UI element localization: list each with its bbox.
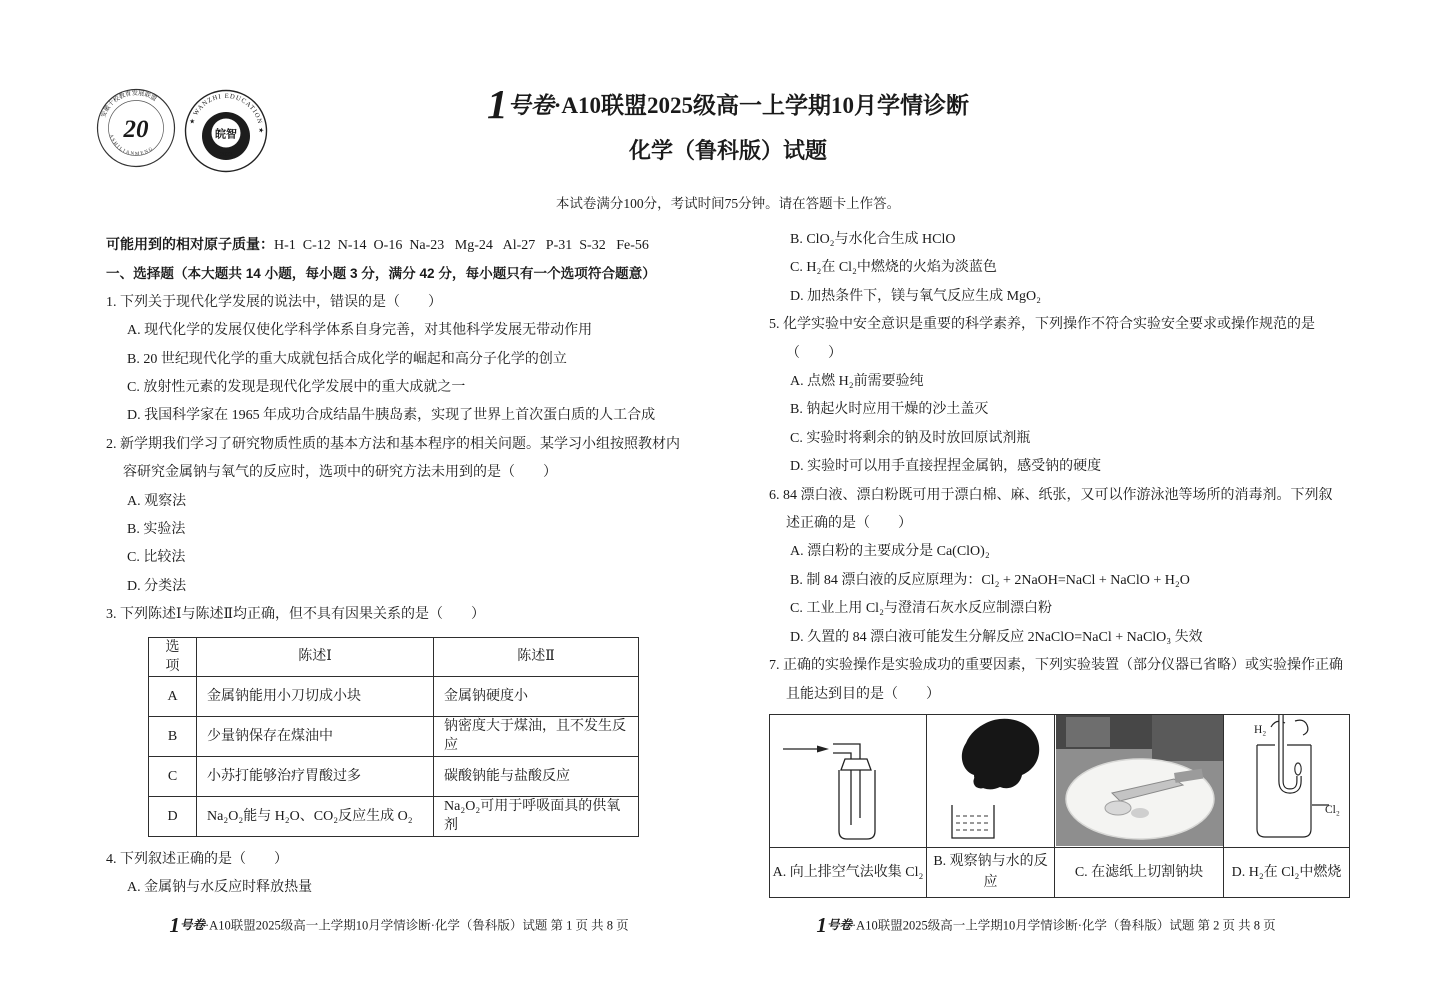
question-5-option-d: D. 实验时可以用手直接捏捏金属钠，感受钠的硬度 xyxy=(790,459,1102,475)
question-4-option-d: D. 加热条件下，镁与氧气反应生成 MgO₂ xyxy=(790,288,1042,304)
brand-one-glyph: 1 xyxy=(487,81,507,127)
footer1-brand-rest: 号卷 xyxy=(179,918,205,933)
apparatus-cell-b xyxy=(927,714,1055,847)
row-c-statement2: 碳酸钠能与盐酸反应 xyxy=(434,756,639,796)
footer2-text: ·A10联盟2025级高一上学期10月学情诊断·化学（鲁科版）试题 xyxy=(852,918,1195,933)
apparatus-caption-row xyxy=(770,847,1350,897)
seal2-center-text: 皖智 xyxy=(215,128,237,141)
question-7 xyxy=(769,652,1352,898)
col-header-statement1: 陈述Ⅰ xyxy=(197,637,434,676)
apparatus-caption-a: A. 向上排空气法收集 Cl₂ xyxy=(770,847,927,897)
page2-column xyxy=(769,226,1352,898)
row-b-statement1: 少量钠保存在煤油中 xyxy=(197,716,434,756)
chlorine-gas-label: Cl₂ xyxy=(1325,803,1340,816)
sodium-cutting-photo xyxy=(1056,715,1223,846)
question-1-stem: 1. 下列关于现代化学发展的说法中，错误的是（ ） xyxy=(106,294,442,310)
question-6-option-c: C. 工业上用 Cl₂与澄清石灰水反应制漂白粉 xyxy=(790,601,1052,617)
seal2-year-text: 2023 xyxy=(220,152,232,158)
hydrogen-gas-label: H₂ xyxy=(1254,723,1267,736)
question-1-option-a: A. 现代化学的发展仅使化学科学体系自身完善，对其他科学发展无带动作用 xyxy=(127,323,593,339)
statements-table-header-row xyxy=(149,637,639,676)
footer1-text: ·A10联盟2025级高一上学期10月学情诊断·化学（鲁科版）试题 xyxy=(205,918,548,933)
atomic-mass-values: H-1 C-12 N-14 O-16 Na-23 Mg-24 Al-27 P-31 S-32 Fe-56 xyxy=(274,238,649,253)
question-2-stem-line1: 2. 新学期我们学习了研究物质性质的基本方法和基本程序的相关问题。某学习小组按照教材内 xyxy=(106,436,680,452)
question-2-stem-line2: 容研究金属钠与氧气的反应时，选项中的研究方法未用到的是（ ） xyxy=(123,465,557,481)
brand-logo xyxy=(487,81,554,127)
question-6-option-d: D. 久置的 84 漂白液可能发生分解反应 2NaClO=NaCl + NaClO₃ 失效 xyxy=(790,629,1203,645)
question-2-option-d: D. 分类法 xyxy=(127,578,187,594)
statements-table-row-d xyxy=(149,796,639,836)
row-c-option: C xyxy=(149,756,197,796)
footer2-brand-rest: 号卷 xyxy=(826,918,852,933)
brand-rest: 号卷 xyxy=(507,93,554,119)
question-3-stem: 3. 下列陈述Ⅰ与陈述Ⅱ均正确，但不具有因果关系的是（ ） xyxy=(106,607,486,623)
question-2-option-a: A. 观察法 xyxy=(127,493,187,509)
question-5 xyxy=(769,311,1352,481)
sodium-water-observation-diagram xyxy=(928,715,1054,846)
footer1-brand-one: 1 xyxy=(169,913,179,937)
apparatus-cell-c xyxy=(1055,714,1224,847)
question-5-stem-line2: （ ） xyxy=(786,345,842,361)
atomic-mass-line xyxy=(106,230,692,260)
footer2-brand-one: 1 xyxy=(816,913,826,937)
seal1-bottom-text: ASHILIANMENG xyxy=(107,133,156,158)
apparatus-caption-d: D. H₂在 Cl₂中燃烧 xyxy=(1224,847,1350,897)
apparatus-cell-d xyxy=(1224,714,1350,847)
statements-table-row-a xyxy=(149,676,639,716)
seal2-arc-text: ★ WANZHI EDUCATION ★ xyxy=(188,92,265,135)
question-2 xyxy=(106,431,692,601)
apparatus-image-row xyxy=(770,714,1350,847)
exam-note: 本试卷满分100分，考试时间75分钟。请在答题卡上作答。 xyxy=(555,196,901,211)
question-6 xyxy=(769,482,1352,652)
question-4-stem: 4. 下列叙述正确的是（ ） xyxy=(106,851,288,867)
statements-table xyxy=(148,637,639,837)
seal1-center-text: 20 xyxy=(123,116,149,143)
page1-footer xyxy=(106,913,692,938)
question-2-option-c: C. 比较法 xyxy=(127,550,186,566)
row-b-option: B xyxy=(149,716,197,756)
question-1 xyxy=(106,289,692,431)
row-a-statement1: 金属钠能用小刀切成小块 xyxy=(197,676,434,716)
row-a-option: A xyxy=(149,676,197,716)
question-3 xyxy=(106,601,692,836)
question-6-option-b: B. 制 84 漂白液的反应原理为：Cl₂ + 2NaOH=NaCl + NaClO + H₂O xyxy=(790,572,1190,588)
statements-table-row-c xyxy=(149,756,639,796)
question-1-option-b: B. 20 世纪现代化学的重大成就包括合成化学的崛起和高分子化学的创立 xyxy=(127,351,567,367)
question-1-option-d: D. 我国科学家在 1965 年成功合成结晶牛胰岛素，实现了世界上首次蛋白质的人工合成 xyxy=(127,408,656,424)
page-title xyxy=(0,80,1456,128)
footer2-brand-logo xyxy=(816,913,852,937)
seal1-arc-text: 安徽十校教育发展联盟 xyxy=(99,89,158,119)
apparatus-caption-c: C. 在滤纸上切割钠块 xyxy=(1055,847,1224,897)
footer1-brand-logo xyxy=(169,913,205,937)
question-5-stem-line1: 5. 化学实验中安全意识是重要的科学素养，下列操作不符合实验安全要求或操作规范的是 xyxy=(769,317,1315,333)
question-4-option-b: B. ClO₂与水化合生成 HClO xyxy=(790,232,956,247)
question-5-option-a: A. 点燃 H₂前需要验纯 xyxy=(790,374,924,390)
row-d-statement2: Na₂O₂可用于呼吸面具的供氧剂 xyxy=(434,796,639,836)
row-b-statement2: 钠密度大于煤油，且不发生反应 xyxy=(434,716,639,756)
hydrogen-chlorine-combustion-diagram xyxy=(1225,715,1349,846)
question-1-option-c: C. 放射性元素的发现是现代化学发展中的重大成就之一 xyxy=(127,380,466,396)
section-heading: 一、选择题（本大题共 14 小题，每小题 3 分，满分 42 分，每小题只有一个选项符合题意） xyxy=(106,266,656,282)
page-subtitle: 化学（鲁科版）试题 xyxy=(628,138,827,163)
question-6-stem-line2: 述正确的是（ ） xyxy=(786,516,912,532)
row-d-option: D xyxy=(149,796,197,836)
question-2-option-b: B. 实验法 xyxy=(127,522,186,538)
question-5-option-b: B. 钠起火时应用干燥的沙土盖灭 xyxy=(790,402,989,418)
apparatus-cell-a xyxy=(770,714,927,847)
statements-table-row-b xyxy=(149,716,639,756)
question-6-option-a: A. 漂白粉的主要成分是 Ca(ClO)₂ xyxy=(790,544,990,560)
gas-collection-diagram xyxy=(771,715,926,846)
footer2-page-indicator: 第 2 页 共 8 页 xyxy=(1194,918,1276,933)
col-header-option: 选项 xyxy=(149,637,197,676)
row-d-statement1: Na₂O₂能与 H₂O、CO₂反应生成 O₂ xyxy=(197,796,434,836)
row-c-statement1: 小苏打能够治疗胃酸过多 xyxy=(197,756,434,796)
footer1-page-indicator: 第 1 页 共 8 页 xyxy=(547,918,629,933)
apparatus-table xyxy=(769,714,1350,898)
question-7-stem-line2: 且能达到目的是（ ） xyxy=(786,686,940,702)
row-a-statement2: 金属钠硬度小 xyxy=(434,676,639,716)
atomic-mass-label: 可能用到的相对原子质量： xyxy=(106,236,274,252)
question-7-stem-line1: 7. 正确的实验操作是实验成功的重要因素，下列实验装置（部分仪器已省略）或实验操作正确 xyxy=(769,658,1343,674)
exam-title-text: ·A10联盟2025级高一上学期10月学情诊断 xyxy=(553,93,969,119)
col-header-statement2: 陈述Ⅱ xyxy=(434,637,639,676)
page1-column xyxy=(106,230,692,903)
page2-footer xyxy=(740,913,1352,938)
question-4 xyxy=(106,846,692,903)
question-5-option-c: C. 实验时将剩余的钠及时放回原试剂瓶 xyxy=(790,430,1031,446)
question-4-option-c: C. H₂在 Cl₂中燃烧的火焰为淡蓝色 xyxy=(790,260,997,276)
question-4-option-a: A. 金属钠与水反应时释放热量 xyxy=(127,880,313,896)
apparatus-caption-b: B. 观察钠与水的反应 xyxy=(927,847,1055,897)
question-6-stem-line1: 6. 84 漂白液、漂白粉既可用于漂白棉、麻、纸张，又可以作游泳池等场所的消毒剂。下列叙 xyxy=(769,487,1333,503)
